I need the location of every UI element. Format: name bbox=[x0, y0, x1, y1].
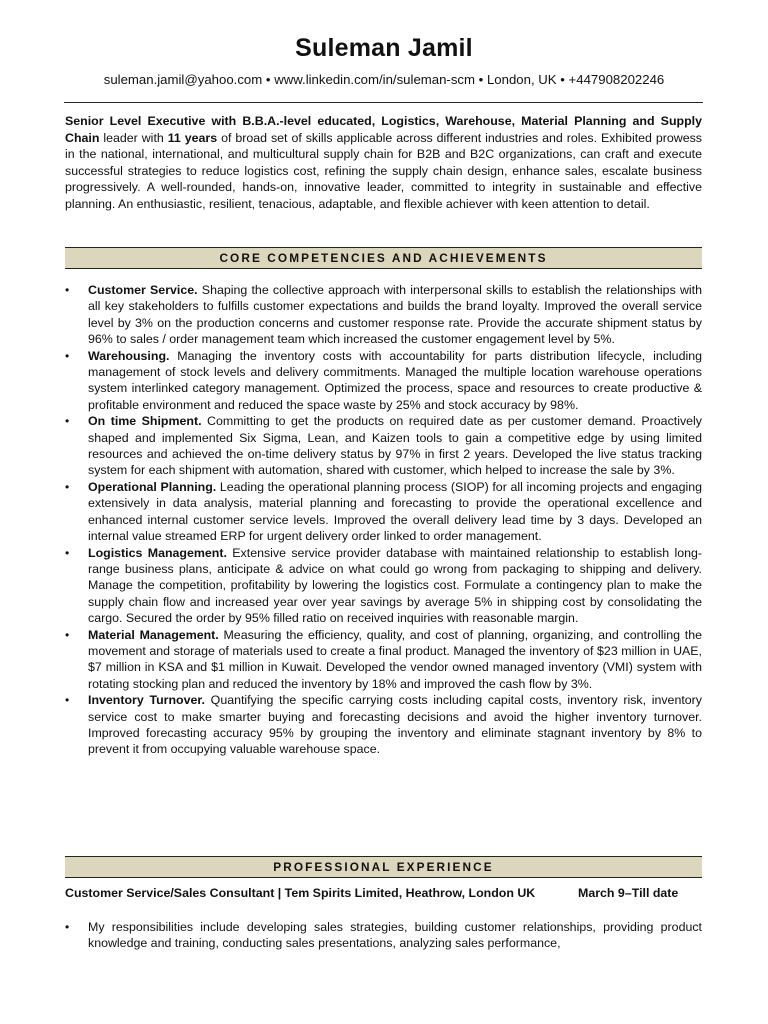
item-text: Committing to get the products on required date as per customer demand. Proactively shaped and implemented Six Sigma, Lean, and Kaizen tools to gain a competitive edge by using limited resources and achieved the on-time delivery status by 97% in first 2 years. Developed the live status tracking system for each shipment with automation, shared with customer, which helped to increase the sale by 3%. bbox=[88, 414, 702, 478]
item-text: Managing the inventory costs with accountability for parts distribution lifecycle, including management of stock levels and delivery commitments. Managed the multiple location warehouse operations system interlinked category management. Optimized the process, space and resources to create productive & profitable environment and reduced the space waste by 25% and stock accuracy by 98%. bbox=[88, 348, 702, 412]
list-item bbox=[65, 692, 702, 758]
bullet-icon: • bbox=[65, 627, 70, 642]
list-item bbox=[65, 627, 702, 693]
core-competencies-heading: CORE COMPETENCIES AND ACHIEVEMENTS bbox=[65, 247, 702, 269]
item-title: Customer Service. bbox=[88, 283, 198, 297]
professional-summary bbox=[65, 113, 702, 212]
summary-text-1: leader with bbox=[99, 130, 168, 145]
list-item bbox=[65, 413, 702, 479]
list-item bbox=[65, 282, 702, 348]
list-item bbox=[65, 545, 702, 627]
item-title: Material Management. bbox=[88, 627, 219, 642]
core-competencies-list bbox=[65, 282, 702, 758]
item-title: Operational Planning. bbox=[88, 479, 217, 494]
item-title: Inventory Turnover. bbox=[88, 693, 205, 708]
item-text: Extensive service provider database with maintained relationship to establish long-range business plans, anticipate & advice on what could go wrong from packaging to shipping and delivery. Manage the competition, profitability by lowering the logistics cost. Formulate a contingency plan to make the supply chain flow and increased year over year savings by average 5% in shipping cost by consolidating the cargo. Secured the order by 95% filled ratio on received inquiries with reasonable margin. bbox=[88, 545, 703, 626]
item-text: My responsibilities include developing sales strategies, building customer relationships, providing product knowledge and training, conducting sales presentations, analyzing sales performance, bbox=[88, 920, 702, 951]
candidate-name: Suleman Jamil bbox=[295, 34, 473, 62]
job-title: Customer Service/Sales Consultant | Tem Spirits Limited, Heathrow, London UK bbox=[65, 886, 536, 900]
professional-experience-heading: PROFESSIONAL EXPERIENCE bbox=[65, 856, 702, 878]
bullet-icon: • bbox=[65, 283, 70, 297]
contact-line: suleman.jamil@yahoo.com • www.linkedin.com/in/suleman-scm • London, UK • +447908202246 bbox=[103, 72, 665, 87]
summary-years: 11 years bbox=[167, 130, 218, 145]
list-item bbox=[65, 348, 702, 414]
experience-list bbox=[65, 919, 702, 952]
list-item bbox=[65, 919, 702, 952]
job-dates: March 9–Till date bbox=[578, 886, 679, 900]
list-item bbox=[65, 479, 702, 545]
item-text: Shaping the collective approach with interpersonal skills to establish the relationships with all key stakeholders to fulfills customer expectations and builds the brand loyalty. Improved the overall service level by 3% on the production concerns and customer response rate. Provide the accurate shipment status by 96% to sales / order management team which increased the customer engagement level by 5%. bbox=[88, 283, 703, 347]
bullet-icon: • bbox=[65, 348, 70, 363]
item-text: Measuring the efficiency, quality, and cost of planning, organizing, and controlling the movement and storage of materials used to create a final product. Managed the inventory of $23 million in UAE, $7 million in KSA and $1 million in Kuwait. Developed the vendor owned managed inventory (VMI) system with rotating stocking plan and reduced the inventory by 18% and improved the cash flow by 3%. bbox=[88, 627, 702, 691]
item-title: Warehousing. bbox=[88, 348, 170, 363]
header-divider bbox=[64, 102, 703, 103]
bullet-icon: • bbox=[65, 479, 70, 494]
item-text: Leading the operational planning process (SIOP) for all incoming projects and engaging extensively in data analysis, material planning and forecasting to provide the operational excellence and enhanced internal customer service levels. Improved the overall delivery lead time by 3 days. Developed an internal value streamed ERP for urgent delivery order linked to order management. bbox=[88, 479, 702, 544]
bullet-icon: • bbox=[65, 920, 70, 934]
bullet-icon: • bbox=[65, 414, 70, 429]
bullet-icon: • bbox=[65, 693, 70, 708]
item-title: Logistics Management. bbox=[88, 545, 227, 560]
bullet-icon: • bbox=[65, 545, 70, 560]
summary-text-2: of broad set of skills applicable across different industries and roles. Exhibited prowess in the national, international, and multicultural supply chain for B2B and B2C organizations, can craft and execute successful strategies to reduce logistics cost, refining the supply chain design, enhance sales, escalate business progressively. A well-rounded, hands-on, innovative leader, committed to integrity in sustainable and effective planning. An enthusiastic, resilient, tenacious, adaptable, and flexible achiever with keen attention to detail. bbox=[65, 130, 702, 211]
item-text: Quantifying the specific carrying costs including capital costs, inventory risk, inventory service cost to make smarter buying and forecasting decisions and avoid the higher inventory turnover. Improved forecasting accuracy 95% by grouping the inventory and eliminate stagnant inventory by 8% to prevent it from occupying valuable warehouse space. bbox=[88, 693, 702, 757]
summary-lead: Senior Level Executive with B.B.A.-level educated, Logistics, Warehouse, Material Planning and Supply Chain bbox=[65, 114, 702, 145]
item-title: On time Shipment. bbox=[88, 414, 202, 429]
